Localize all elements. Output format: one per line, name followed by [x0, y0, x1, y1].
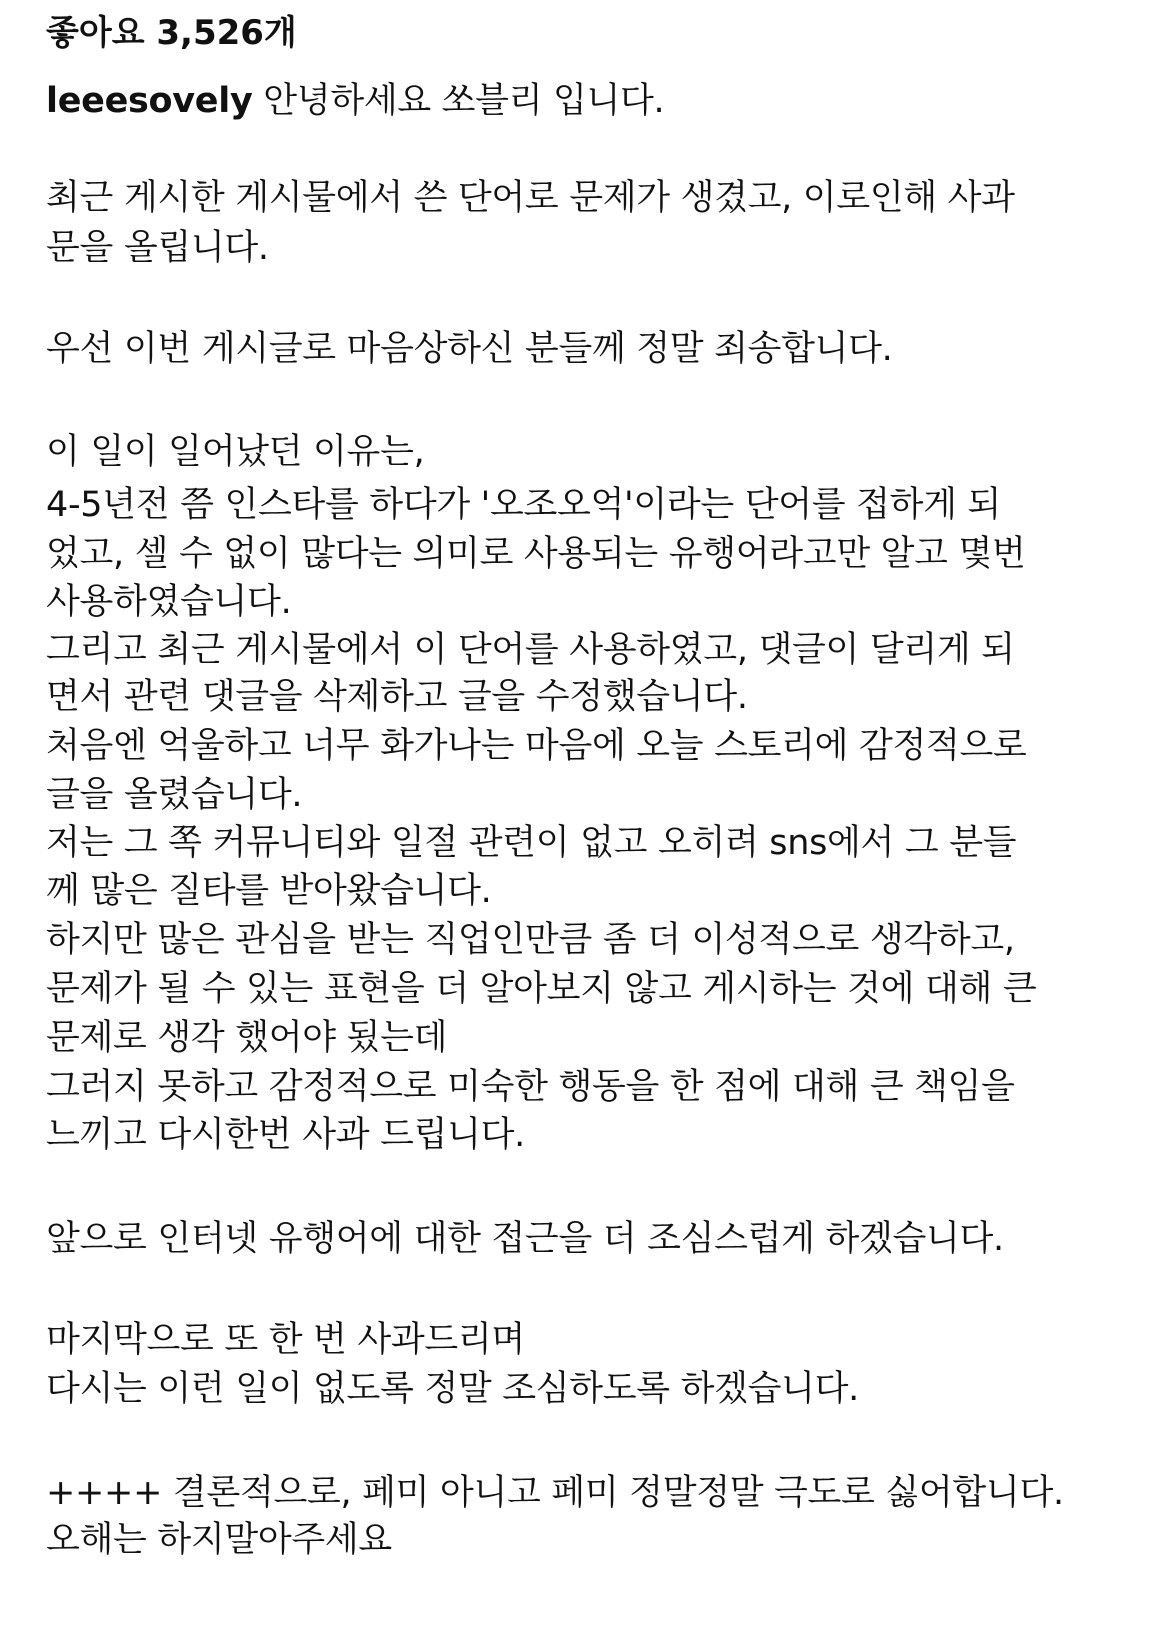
caption-line: 저는 그 쪽 커뮤니티와 일절 관련이 없고 오히려 sns에서 그 분들 [46, 823, 1017, 863]
caption-line [46, 78, 664, 124]
caption-line: 문제로 생각 했어야 됬는데 [46, 1018, 448, 1058]
caption-line: 앞으로 인터넷 유행어에 대한 접근을 더 조심스럽게 하겠습니다. [46, 1219, 1004, 1259]
caption-line: 문제가 될 수 있는 표현을 더 알아보지 않고 게시하는 것에 대해 큰 [46, 969, 1037, 1009]
caption-line: 최근 게시한 게시물에서 쓴 단어로 문제가 생겼고, 이로인해 사과 [46, 178, 1015, 218]
caption-line: 그러지 못하고 감정적으로 미숙한 행동을 한 점에 대해 큰 책임을 [46, 1067, 1015, 1107]
caption-line: 문을 올립니다. [46, 228, 269, 268]
caption-line: 었고, 셀 수 없이 많다는 의미로 사용되는 유행어라고만 알고 몇번 [46, 534, 1026, 574]
caption-line: 그리고 최근 게시물에서 이 단어를 사용하였고, 댓글이 달리게 되 [46, 630, 1015, 670]
caption-line: 우선 이번 게시글로 마음상하신 분들께 정말 죄송합니다. [46, 329, 893, 369]
caption-line: 느끼고 다시한번 사과 드립니다. [46, 1115, 525, 1155]
caption-line: 사용하였습니다. [46, 582, 292, 622]
caption-line: 께 많은 질타를 받아왔습니다. [46, 871, 492, 911]
caption-line: 하지만 많은 관심을 받는 직업인만큼 좀 더 이성적으로 생각하고, [46, 920, 1015, 960]
username-link[interactable]: leeesovely [46, 81, 253, 121]
caption-line: 마지막으로 또 한 번 사과드리며 [46, 1320, 525, 1360]
caption-line: 이 일이 일어났던 이유는, [46, 432, 425, 472]
caption-line: ++++ 결론적으로, 페미 아니고 페미 정말정말 극도로 싫어합니다. [46, 1473, 1064, 1513]
caption-line: 4-5년전 쯤 인스타를 하다가 '오조오억'이라는 단어를 접하게 되 [46, 485, 1001, 525]
caption-line: 글을 올렸습니다. [46, 775, 303, 815]
caption-line: 처음엔 억울하고 너무 화가나는 마음에 오늘 스토리에 감정적으로 [46, 726, 1027, 766]
caption-line: 면서 관련 댓글을 삭제하고 글을 수정했습니다. [46, 677, 748, 717]
caption-line: 다시는 이런 일이 없도록 정말 조심하도록 하겠습니다. [46, 1369, 860, 1409]
likes-count[interactable]: 좋아요 3,526개 [46, 13, 297, 53]
caption-line: 오해는 하지말아주세요 [46, 1520, 392, 1560]
caption-text: 안녕하세요 쏘블리 입니다. [263, 81, 665, 121]
